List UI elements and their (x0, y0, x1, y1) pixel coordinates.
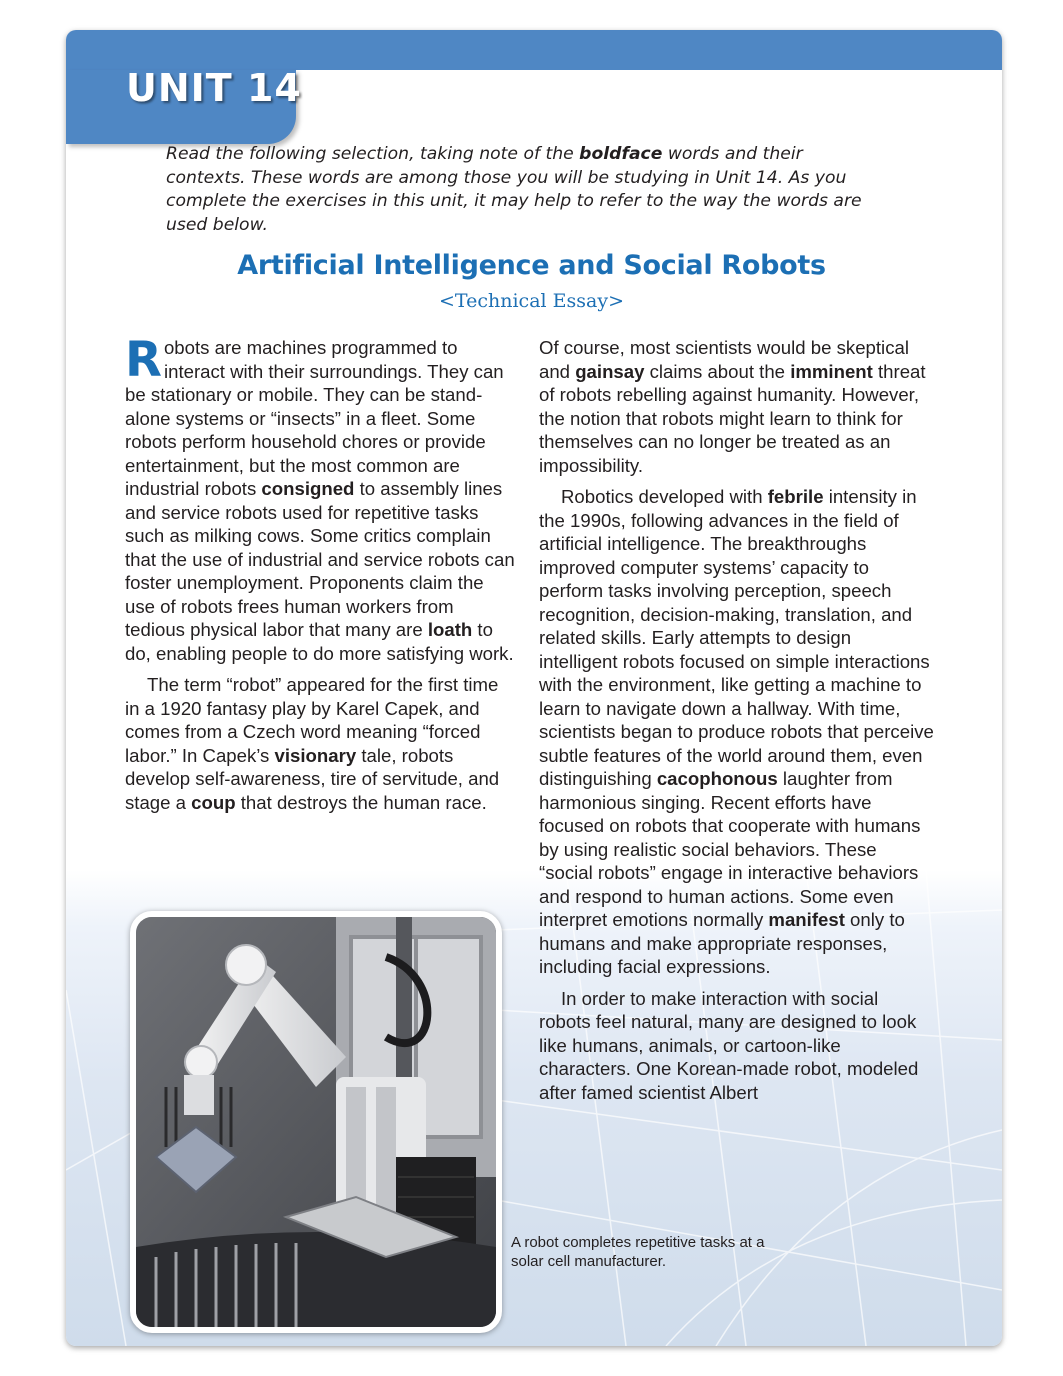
paragraph-1 (125, 332, 517, 665)
vocab-word: consigned (261, 478, 355, 499)
drop-cap: R (125, 332, 162, 388)
paragraph-1-text: obots are machines programmed to interact with their surroundings. They can be stationary or mobile. They can be stand-alone systems or “insects” in a fleet. Some robots perform household chores or provide entertainment, but the most common are industrial robots (125, 337, 504, 499)
header-bar (66, 30, 1002, 70)
intro-text-1: Read the following selection, taking note of the (166, 144, 580, 164)
paragraph-2 (125, 673, 517, 814)
intro-text-2: words and their contexts. These words are among those you will be studying in Unit 14. As you complete the exercises in this unit, it may help to refer to the way the words are used below. (166, 144, 862, 235)
unit-title: UNIT 14 (126, 66, 302, 110)
robot-photo (130, 911, 502, 1333)
paragraph-5-text: In order to make interaction with social robots feel natural, many are designed to look like humans, animals, or cartoon-like characters. One Korean-made robot, modeled after famed scientist Albert (539, 987, 919, 1103)
robot-arm-illustration (136, 917, 496, 1327)
vocab-word: loath (427, 619, 473, 640)
vocab-word: gainsay (575, 360, 645, 382)
paragraph-4-text: laughter from harmonious singing. Recent efforts have focused on robots that cooperate with humans by using realistic social behaviors. These “social robots” engage in interactive behaviors and respond to human actions. Some even interpret emotions normally (539, 768, 921, 930)
paragraph-2-text: that destroys the human race. (235, 791, 487, 813)
right-column (539, 336, 934, 1104)
essay-subtitle: <Technical Essay> (439, 290, 624, 312)
paragraph-2-text: The term “robot” appeared for the first time in a 1920 fantasy play by Karel Capek, and comes from a Czech word meaning “forced labor.” In Capek’s (125, 674, 499, 766)
photo-caption: A robot completes repetitive tasks at a solar cell manufacturer. (511, 1234, 765, 1270)
intro-bold-word: boldface (579, 144, 663, 164)
paragraph-2-text: tale, robots develop self-awareness, tire of servitude, and stage a (125, 744, 500, 813)
vocab-word: manifest (768, 909, 845, 930)
paragraph-4-text: only to humans and make appropriate responses, including facial expressions. (539, 909, 905, 977)
vocab-word: febrile (767, 486, 824, 507)
vocab-word: visionary (274, 744, 357, 766)
paragraph-3-text: claims about the (644, 360, 791, 382)
vocab-word: coup (191, 791, 236, 813)
paragraph-3-text: Of course, most scientists would be skeptical and (539, 337, 909, 382)
paragraph-1-text: to assembly lines and service robots used for repetitive tasks such as milking cows. Some critics complain that the use of industrial and service robots can foster unemployment. Proponents claim the use of robots frees human workers from tedious physical labor that many are (125, 478, 515, 640)
paragraph-4-text: Robotics developed with (561, 486, 768, 507)
vocab-word: cacophonous (656, 768, 778, 789)
vocab-word: imminent (790, 360, 873, 382)
paragraph-1-text: to do, enabling people to do more satisfying work. (125, 619, 514, 664)
paragraph-5 (539, 987, 934, 1105)
essay-title: Artificial Intelligence and Social Robots (237, 250, 826, 281)
paragraph-3-text: threat of robots rebelling against humanity. However, the notion that robots might learn to think for themselves can no longer be treated as an impossibility. (539, 360, 926, 476)
paragraph-4-text: intensity in the 1990s, following advances in the field of artificial intelligence. The breakthroughs improved computer systems’ capacity to perform tasks involving perception, speech recognition, decision-making, translation, and related skills. Early attempts to design intelligent robots focused on simple interactions with the environment, like getting a machine to learn to navigate down a hallway. With time, scientists began to produce robots that perceive subtle features of the world around them, even distinguishing (539, 486, 934, 789)
paragraph-3 (539, 336, 934, 477)
paragraph-4 (539, 485, 934, 979)
intro-instructions (166, 143, 886, 237)
left-column (125, 332, 517, 814)
